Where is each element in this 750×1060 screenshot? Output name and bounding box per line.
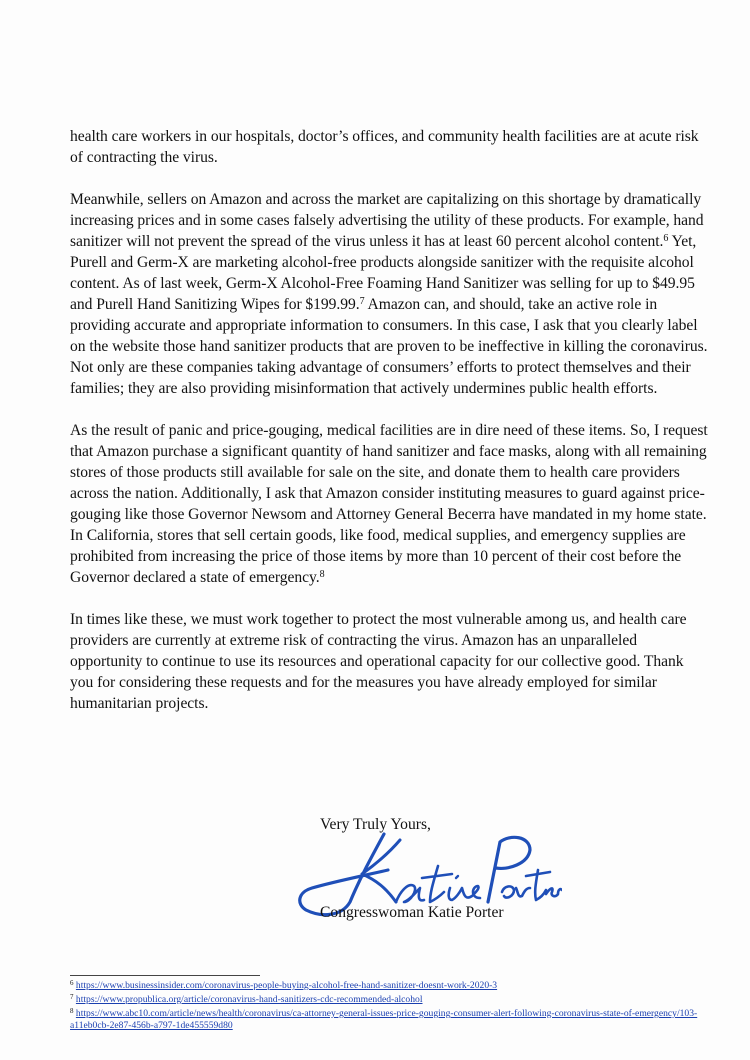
footnotes (70, 980, 720, 1034)
footnote-7-link[interactable]: https://www.propublica.org/article/coronavirus-hand-sanitizers-cdc-recommended-alcohol (75, 994, 423, 1005)
paragraph-1-text: health care workers in our hospitals, doctor’s offices, and community health facilities are at acute risk of contracting the virus. (70, 128, 699, 166)
footnote-number: 7 (70, 993, 74, 1001)
footnote-7 (70, 994, 720, 1006)
paragraph-2 (70, 189, 710, 399)
footnote-8 (70, 1008, 720, 1032)
paragraph-2-text-b: Yet, Purell and Germ-X are marketing alcohol-free products alongside sanitizer with the requisite alcohol content. As of last week, Germ-X Alcohol-Free Foaming Hand Sanitizer was selling for up to $49.95 and Purell Hand Sanitizing Wipes for $199.99. (70, 233, 697, 313)
footnote-number: 8 (70, 1007, 74, 1015)
signature-strokes (300, 834, 562, 915)
paragraph-4 (70, 609, 710, 714)
footnote-divider (70, 975, 260, 976)
footnote-6-link[interactable]: https://www.businessinsider.com/coronavirus-people-buying-alcohol-free-hand-sanitizer-doesnt-work-2020-3 (75, 980, 498, 991)
footnote-ref-8: 8 (319, 569, 325, 580)
paragraph-3 (70, 420, 710, 588)
closing-salutation: Very Truly Yours, (320, 816, 431, 833)
paragraph-1 (70, 126, 710, 168)
paragraph-4-text: In times like these, we must work together to protect the most vulnerable among us, and health care providers are currently at extreme risk of contracting the virus. Amazon has an unparalleled opportunity to continue to use its resources and operational capacity for our collective good. Thank you for considering these requests and for the measures you have already employed for similar humanitarian projects. (70, 611, 687, 712)
paragraph-2-text-a: Meanwhile, sellers on Amazon and across the market are capitalizing on this shortage by dramatically increasing prices and in some cases falsely advertising the utility of these products. For example, hand sanitizer will not prevent the spread of the virus unless it has at least 60 percent alcohol content. (70, 191, 704, 250)
signer-name: Congresswoman Katie Porter (320, 904, 504, 921)
footnote-ref-6: 6 (663, 233, 669, 244)
paragraph-3-text: As the result of panic and price-gouging, medical facilities are in dire need of these items. So, I request that Amazon purchase a significant quantity of hand sanitizer and face masks, along with all remaining stores of those products still available for sale on the site, and donate them to health care providers across the nation. Additionally, I ask that Amazon consider instituting measures to guard against price-gouging like those Governor Newsom and Attorney General Becerra have mandated in my home state. In California, stores that sell certain goods, like food, medical supplies, and emergency supplies are prohibited from increasing the price of those items by more than 10 percent of their cost before the Governor declared a state of emergency. (70, 422, 708, 586)
footnote-6 (70, 980, 720, 992)
letter-body (70, 126, 710, 735)
footnote-8-link[interactable]: https://www.abc10.com/article/news/health/coronavirus/ca-attorney-general-issues-price-gouging-consumer-alert-following-coronavirus-state-of-emergency/103-a11eb0cb-2e87-456b-a797-1de455559d80 (70, 1008, 698, 1031)
footnote-number: 6 (70, 979, 74, 987)
paragraph-2-text-c: Amazon can, and should, take an active role in providing accurate and appropriate information to consumers. In this case, I ask that you clearly label on the website those hand sanitizer products that are proven to be ineffective in killing the coronavirus. Not only are these companies taking advantage of consumers’ efforts to protect themselves and their families; they are also providing misinformation that actively undermines public health efforts. (70, 296, 708, 397)
footnote-ref-7: 7 (359, 296, 365, 307)
